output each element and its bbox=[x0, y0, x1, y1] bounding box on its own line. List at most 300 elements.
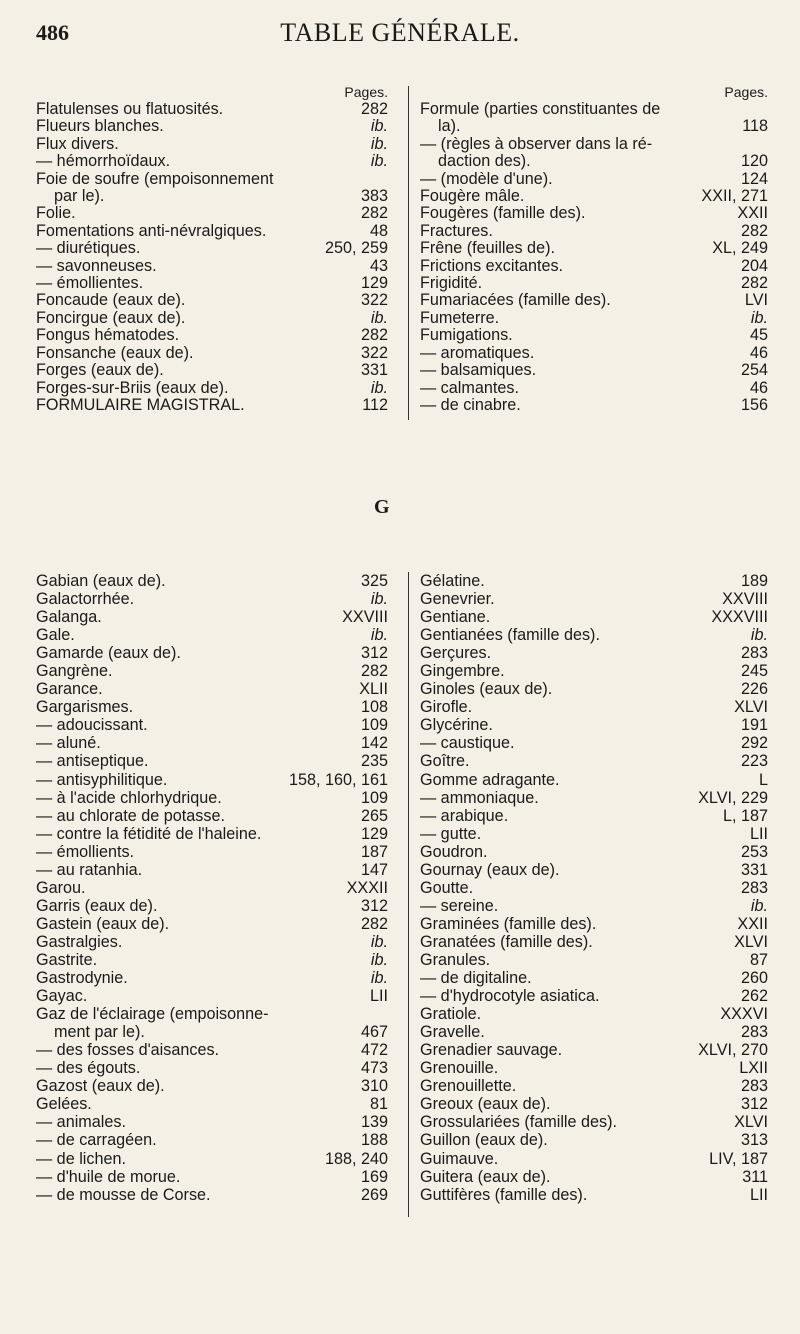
index-entry bbox=[36, 292, 388, 309]
entry-page-ref: XLVI bbox=[734, 932, 768, 951]
entry-term: Glycérine. bbox=[420, 716, 493, 735]
entry-term: Guttifères (famille des). bbox=[420, 1185, 588, 1204]
section-letter: G bbox=[374, 496, 390, 518]
entry-term: Gerçures. bbox=[420, 644, 492, 663]
entry-term: — au chlorate de potasse. bbox=[36, 806, 225, 825]
index-entry bbox=[36, 118, 388, 135]
index-entry bbox=[420, 807, 768, 825]
entry-page-ref: 253 bbox=[740, 842, 768, 861]
entry-page-ref: 322 bbox=[360, 343, 388, 362]
entry-page-ref bbox=[762, 136, 768, 153]
entry-page-ref: LVI bbox=[744, 291, 768, 310]
entry-page-ref: XXII, 271 bbox=[701, 187, 768, 206]
index-entry bbox=[420, 969, 768, 987]
entry-term: Gayac. bbox=[36, 987, 88, 1006]
entry-page-ref: 260 bbox=[740, 969, 768, 988]
entry-term: Flux divers. bbox=[36, 135, 119, 153]
entry-term: — de carragéen. bbox=[36, 1131, 157, 1150]
entry-term: — à l'acide chlorhydrique. bbox=[36, 788, 222, 807]
entry-term: — adoucissant. bbox=[36, 716, 148, 735]
entry-page-ref bbox=[762, 101, 768, 118]
entry-term: Gabian (eaux de). bbox=[36, 572, 166, 590]
index-column-f-right bbox=[420, 84, 768, 414]
entry-page-ref: LII bbox=[750, 1185, 768, 1204]
entry-term: Guimauve. bbox=[420, 1149, 499, 1168]
index-entry bbox=[420, 397, 768, 414]
index-entry bbox=[36, 644, 388, 662]
index-entry bbox=[36, 1168, 388, 1186]
entry-term: Fumariacées (famille des). bbox=[420, 292, 611, 310]
entry-page-ref: 158, 160, 161 bbox=[288, 770, 388, 789]
index-entry bbox=[36, 1023, 388, 1041]
entry-term: ment par le). bbox=[54, 1023, 145, 1042]
entry-term: — savonneuses. bbox=[36, 257, 157, 275]
entry-page-ref: XLVI, 229 bbox=[698, 788, 768, 807]
entry-page-ref: 283 bbox=[740, 878, 768, 897]
entry-page-ref: 282 bbox=[360, 914, 388, 933]
entry-term: Fonsanche (eaux de). bbox=[36, 344, 194, 362]
index-entry bbox=[36, 362, 388, 379]
entry-page-ref: 473 bbox=[360, 1059, 388, 1078]
pages-heading: Pages. bbox=[344, 84, 388, 100]
entry-term: Genevrier. bbox=[420, 590, 495, 609]
index-entry bbox=[36, 136, 388, 153]
index-entry bbox=[36, 626, 388, 644]
entry-term: Fougères (famille des). bbox=[420, 205, 586, 223]
index-entry bbox=[36, 752, 388, 770]
entry-page-ref: 282 bbox=[360, 326, 388, 345]
entry-term: — émollients. bbox=[36, 842, 135, 861]
entry-page-ref: 283 bbox=[740, 1077, 768, 1096]
index-entry bbox=[36, 590, 388, 608]
column-divider bbox=[408, 86, 409, 420]
entry-term: Gournay (eaux de). bbox=[420, 860, 560, 879]
entry-term: Gastrodynie. bbox=[36, 969, 128, 988]
entry-term: Greoux (eaux de). bbox=[420, 1095, 551, 1114]
index-entry bbox=[36, 223, 388, 240]
entry-term: Fractures. bbox=[420, 222, 493, 240]
entry-term: — antisyphilitique. bbox=[36, 770, 168, 789]
index-entry bbox=[36, 951, 388, 969]
entry-page-ref: XXXII bbox=[346, 878, 388, 897]
entry-page-ref: 283 bbox=[740, 1023, 768, 1042]
index-entry bbox=[420, 626, 768, 644]
entry-page-ref: 112 bbox=[362, 395, 388, 414]
index-entry bbox=[36, 897, 388, 915]
index-entry bbox=[36, 716, 388, 734]
entry-term: — balsamiques. bbox=[420, 362, 537, 380]
entry-term: Gamarde (eaux de). bbox=[36, 644, 181, 663]
index-entry bbox=[36, 698, 388, 716]
entry-page-ref: ib. bbox=[370, 626, 388, 645]
entry-page-ref: XXVIII bbox=[722, 590, 768, 609]
index-entry bbox=[36, 1131, 388, 1149]
entry-page-ref: 322 bbox=[360, 291, 388, 310]
index-entry bbox=[420, 240, 768, 257]
index-entry bbox=[420, 1059, 768, 1077]
entry-term: Granatées (famille des). bbox=[420, 932, 593, 951]
index-entry bbox=[420, 223, 768, 240]
index-entry bbox=[36, 861, 388, 879]
index-entry bbox=[420, 1041, 768, 1059]
entry-term: Fougère mâle. bbox=[420, 188, 525, 206]
entry-term: Gastralgies. bbox=[36, 932, 123, 951]
index-entry bbox=[36, 734, 388, 752]
index-entry bbox=[36, 608, 388, 626]
entry-term: — antiseptique. bbox=[36, 752, 149, 771]
index-entry bbox=[420, 771, 768, 789]
index-entry bbox=[36, 345, 388, 362]
entry-term: Fumigations. bbox=[420, 327, 513, 345]
entry-term: Flueurs blanches. bbox=[36, 118, 164, 136]
index-entry bbox=[420, 680, 768, 698]
page-header bbox=[0, 0, 800, 60]
entry-term: Garris (eaux de). bbox=[36, 896, 158, 915]
index-entry bbox=[420, 258, 768, 275]
entry-term: Garance. bbox=[36, 680, 103, 699]
index-entry bbox=[420, 843, 768, 861]
entry-page-ref: 87 bbox=[749, 950, 768, 969]
column-divider bbox=[408, 572, 409, 1217]
entry-term: Frêne (feuilles de). bbox=[420, 240, 555, 258]
index-entry bbox=[420, 987, 768, 1005]
entry-term: Foie de soufre (empoisonnement bbox=[36, 170, 274, 188]
entry-term: Gelées. bbox=[36, 1095, 92, 1114]
index-entry bbox=[36, 188, 388, 205]
entry-term: Gélatine. bbox=[420, 572, 485, 590]
index-entry bbox=[420, 362, 768, 379]
entry-page-ref: 282 bbox=[360, 100, 388, 118]
entry-term: Flatulenses ou flatuosités. bbox=[36, 101, 224, 118]
entry-term: Fongus hématodes. bbox=[36, 327, 180, 345]
entry-term: — (modèle d'une). bbox=[420, 170, 553, 188]
entry-page-ref: 191 bbox=[740, 716, 768, 735]
index-entry bbox=[420, 118, 768, 135]
entry-term: — de cinabre. bbox=[420, 396, 521, 414]
index-entry bbox=[420, 825, 768, 843]
entry-term: Gentianées (famille des). bbox=[420, 626, 600, 645]
entry-term: — animales. bbox=[36, 1113, 126, 1132]
index-entry bbox=[36, 258, 388, 275]
entry-page-ref: 81 bbox=[369, 1095, 388, 1114]
entry-page-ref: 282 bbox=[740, 274, 768, 293]
entry-page-ref: 188, 240 bbox=[324, 1149, 388, 1168]
entry-page-ref: 313 bbox=[740, 1131, 768, 1150]
entry-page-ref: 46 bbox=[749, 378, 768, 397]
index-entry bbox=[420, 608, 768, 626]
index-entry bbox=[36, 1005, 388, 1023]
index-entry bbox=[36, 240, 388, 257]
entry-page-ref: LIV, 187 bbox=[709, 1149, 768, 1168]
index-entry bbox=[420, 1005, 768, 1023]
entry-term: Garou. bbox=[36, 878, 86, 897]
index-entry bbox=[420, 310, 768, 327]
index-entry bbox=[420, 644, 768, 662]
page-title: TABLE GÉNÉRALE. bbox=[280, 18, 520, 47]
entry-page-ref: 254 bbox=[740, 361, 768, 380]
index-entry bbox=[36, 843, 388, 861]
entry-page-ref: 109 bbox=[360, 716, 388, 735]
index-entry bbox=[36, 825, 388, 843]
entry-page-ref: 250, 259 bbox=[324, 239, 388, 258]
entry-term: Galanga. bbox=[36, 608, 102, 627]
index-entry bbox=[36, 915, 388, 933]
entry-term: — calmantes. bbox=[420, 379, 519, 397]
entry-page-ref: 467 bbox=[360, 1023, 388, 1042]
entry-page-ref: ib. bbox=[370, 117, 388, 136]
entry-term: Gastrite. bbox=[36, 950, 98, 969]
entry-page-ref: 147 bbox=[360, 860, 388, 879]
index-entry bbox=[36, 397, 388, 414]
entry-page-ref: 262 bbox=[740, 987, 768, 1006]
entry-page-ref: ib. bbox=[370, 950, 388, 969]
entry-term: Gaz de l'éclairage (empoisonne- bbox=[36, 1005, 269, 1024]
entry-term: FORMULAIRE MAGISTRAL. bbox=[36, 396, 245, 414]
entry-page-ref: 472 bbox=[360, 1041, 388, 1060]
entry-term: Frictions excitantes. bbox=[420, 257, 564, 275]
entry-term: Granules. bbox=[420, 950, 491, 969]
entry-page-ref: 43 bbox=[369, 256, 388, 275]
index-entry bbox=[420, 292, 768, 309]
index-entry bbox=[420, 915, 768, 933]
entry-term: — émollientes. bbox=[36, 275, 144, 293]
index-entry bbox=[420, 136, 768, 153]
entry-page-ref: ib. bbox=[750, 896, 768, 915]
index-column-g-left bbox=[36, 572, 388, 1204]
entry-page-ref: 282 bbox=[360, 204, 388, 223]
entry-term: Graminées (famille des). bbox=[420, 914, 597, 933]
entry-term: Folie. bbox=[36, 205, 76, 223]
index-entry bbox=[420, 275, 768, 292]
entry-page-ref bbox=[382, 171, 388, 188]
index-entry bbox=[36, 969, 388, 987]
entry-term: Forges-sur-Briis (eaux de). bbox=[36, 379, 229, 397]
index-entry bbox=[420, 752, 768, 770]
entry-term: Gale. bbox=[36, 626, 75, 645]
entry-page-ref: ib. bbox=[370, 378, 388, 397]
index-entry bbox=[420, 734, 768, 752]
index-entry bbox=[420, 789, 768, 807]
entry-term: Foncaude (eaux de). bbox=[36, 292, 186, 310]
entry-page-ref: 189 bbox=[740, 572, 768, 590]
entry-term: — des fosses d'aisances. bbox=[36, 1041, 220, 1060]
entry-term: — ammoniaque. bbox=[420, 788, 539, 807]
index-entry bbox=[36, 310, 388, 327]
entry-term: Gazost (eaux de). bbox=[36, 1077, 165, 1096]
entry-page-ref: 310 bbox=[360, 1077, 388, 1096]
index-entry bbox=[420, 1150, 768, 1168]
index-entry bbox=[36, 1077, 388, 1095]
index-entry bbox=[36, 662, 388, 680]
entry-term: Ginoles (eaux de). bbox=[420, 680, 553, 699]
index-entry bbox=[420, 205, 768, 222]
entry-page-ref: ib. bbox=[370, 590, 388, 609]
entry-term: Gomme adragante. bbox=[420, 770, 560, 789]
entry-term: — gutte. bbox=[420, 824, 482, 843]
entry-page-ref: 283 bbox=[740, 644, 768, 663]
entry-term: — d'huile de morue. bbox=[36, 1167, 181, 1186]
index-entry bbox=[420, 1113, 768, 1131]
entry-page-ref: 139 bbox=[360, 1113, 388, 1132]
entry-page-ref: 120 bbox=[740, 152, 768, 171]
entry-page-ref: XLII bbox=[359, 680, 388, 699]
index-entry bbox=[36, 153, 388, 170]
entry-term: — de mousse de Corse. bbox=[36, 1185, 211, 1204]
entry-term: Frigidité. bbox=[420, 275, 483, 293]
index-entry bbox=[420, 1023, 768, 1041]
index-entry bbox=[36, 807, 388, 825]
entry-page-ref: 312 bbox=[360, 644, 388, 663]
entry-page-ref: 245 bbox=[740, 662, 768, 681]
entry-page-ref: ib. bbox=[370, 152, 388, 171]
entry-page-ref: XXXVI bbox=[720, 1005, 768, 1024]
page-number: 486 bbox=[36, 20, 69, 45]
entry-page-ref: ib. bbox=[370, 969, 388, 988]
entry-page-ref: 383 bbox=[360, 187, 388, 206]
entry-page-ref: XXII bbox=[737, 204, 768, 223]
entry-term: — diurétiques. bbox=[36, 240, 141, 258]
entry-page-ref: 187 bbox=[360, 842, 388, 861]
entry-page-ref: 129 bbox=[360, 274, 388, 293]
entry-term: — sereine. bbox=[420, 896, 499, 915]
entry-term: Goutte. bbox=[420, 878, 474, 897]
entry-term: Grenouille. bbox=[420, 1059, 499, 1078]
entry-page-ref: 124 bbox=[740, 169, 768, 188]
index-entry bbox=[420, 662, 768, 680]
entry-page-ref: 325 bbox=[360, 572, 388, 590]
entry-term: la). bbox=[438, 118, 461, 136]
entry-page-ref: XXXVIII bbox=[711, 608, 768, 627]
entry-page-ref: 48 bbox=[369, 221, 388, 240]
entry-page-ref: ib. bbox=[370, 134, 388, 153]
pages-heading: Pages. bbox=[724, 84, 768, 100]
entry-page-ref: 188 bbox=[360, 1131, 388, 1150]
index-entry bbox=[420, 897, 768, 915]
entry-term: Gravelle. bbox=[420, 1023, 485, 1042]
entry-term: Gastein (eaux de). bbox=[36, 914, 170, 933]
entry-term: — au ratanhia. bbox=[36, 860, 143, 879]
index-entry bbox=[420, 380, 768, 397]
index-entry bbox=[420, 188, 768, 205]
index-entry bbox=[420, 345, 768, 362]
index-entry bbox=[420, 572, 768, 590]
index-entry bbox=[36, 171, 388, 188]
entry-term: Gangrène. bbox=[36, 662, 113, 681]
entry-term: Grenadier sauvage. bbox=[420, 1041, 563, 1060]
entry-page-ref: 269 bbox=[360, 1185, 388, 1204]
entry-page-ref: 46 bbox=[749, 343, 768, 362]
entry-term: — d'hydrocotyle asiatica. bbox=[420, 987, 600, 1006]
entry-term: — hémorrhoïdaux. bbox=[36, 153, 171, 171]
index-entry bbox=[420, 1186, 768, 1204]
index-entry bbox=[36, 1186, 388, 1204]
index-column-f-left bbox=[36, 84, 388, 414]
entry-page-ref: ib. bbox=[750, 626, 768, 645]
entry-page-ref: 265 bbox=[360, 806, 388, 825]
entry-term: Goître. bbox=[420, 752, 470, 771]
entry-term: Gratiole. bbox=[420, 1005, 482, 1024]
entry-page-ref: XXII bbox=[737, 914, 768, 933]
entry-page-ref: 45 bbox=[749, 326, 768, 345]
index-entry bbox=[36, 680, 388, 698]
entry-page-ref: 118 bbox=[742, 117, 768, 136]
entry-term: Foncirgue (eaux de). bbox=[36, 309, 186, 327]
entry-page-ref: 235 bbox=[360, 752, 388, 771]
entry-page-ref: 331 bbox=[740, 860, 768, 879]
entry-page-ref: 312 bbox=[360, 896, 388, 915]
entry-term: Guitera (eaux de). bbox=[420, 1167, 551, 1186]
entry-term: — de lichen. bbox=[36, 1149, 126, 1168]
entry-term: — caustique. bbox=[420, 734, 515, 753]
entry-term: — (règles à observer dans la ré- bbox=[420, 135, 653, 153]
entry-page-ref: 311 bbox=[742, 1167, 768, 1186]
entry-term: Girofle. bbox=[420, 698, 473, 717]
entry-page-ref: XLVI, 270 bbox=[698, 1041, 768, 1060]
entry-term: Forges (eaux de). bbox=[36, 362, 164, 380]
entry-page-ref: 282 bbox=[360, 662, 388, 681]
entry-page-ref: L bbox=[758, 770, 768, 789]
entry-page-ref: XLVI bbox=[734, 698, 768, 717]
entry-term: — arabique. bbox=[420, 806, 509, 825]
entry-term: Grossulariées (famille des). bbox=[420, 1113, 618, 1132]
index-entry bbox=[420, 879, 768, 897]
entry-page-ref: 226 bbox=[740, 680, 768, 699]
entry-page-ref: 169 bbox=[360, 1167, 388, 1186]
index-entry bbox=[36, 1113, 388, 1131]
entry-page-ref: 204 bbox=[740, 256, 768, 275]
entry-term: Gargarismes. bbox=[36, 698, 134, 717]
index-entry bbox=[420, 101, 768, 118]
entry-term: Grenouillette. bbox=[420, 1077, 517, 1096]
entry-page-ref bbox=[382, 1005, 388, 1023]
index-entry bbox=[420, 171, 768, 188]
index-entry bbox=[420, 1168, 768, 1186]
index-entry bbox=[420, 698, 768, 716]
index-entry bbox=[36, 879, 388, 897]
index-entry bbox=[420, 327, 768, 344]
index-entry bbox=[420, 153, 768, 170]
index-entry bbox=[420, 1131, 768, 1149]
index-entry bbox=[36, 933, 388, 951]
entry-page-ref: 331 bbox=[360, 361, 388, 380]
entry-page-ref: ib. bbox=[370, 308, 388, 327]
index-entry bbox=[36, 987, 388, 1005]
entry-page-ref: 156 bbox=[740, 395, 768, 414]
index-entry bbox=[36, 1059, 388, 1077]
entry-page-ref: 108 bbox=[360, 698, 388, 717]
entry-page-ref: 312 bbox=[740, 1095, 768, 1114]
entry-page-ref: LXII bbox=[739, 1059, 768, 1078]
index-entry bbox=[36, 771, 388, 789]
entry-page-ref: L, 187 bbox=[722, 806, 768, 825]
index-entry bbox=[420, 1095, 768, 1113]
entry-term: par le). bbox=[54, 188, 105, 206]
entry-term: Formule (parties constituantes de bbox=[420, 101, 661, 118]
entry-term: — aluné. bbox=[36, 734, 101, 753]
index-entry bbox=[36, 1095, 388, 1113]
entry-page-ref: 282 bbox=[740, 221, 768, 240]
index-entry bbox=[36, 101, 388, 118]
entry-term: Galactorrhée. bbox=[36, 590, 135, 609]
entry-page-ref: LII bbox=[750, 824, 768, 843]
index-entry bbox=[36, 205, 388, 222]
entry-term: Guillon (eaux de). bbox=[420, 1131, 548, 1150]
index-entry bbox=[36, 380, 388, 397]
entry-page-ref: ib. bbox=[750, 308, 768, 327]
entry-page-ref: 129 bbox=[360, 824, 388, 843]
index-entry bbox=[420, 951, 768, 969]
index-entry bbox=[36, 275, 388, 292]
